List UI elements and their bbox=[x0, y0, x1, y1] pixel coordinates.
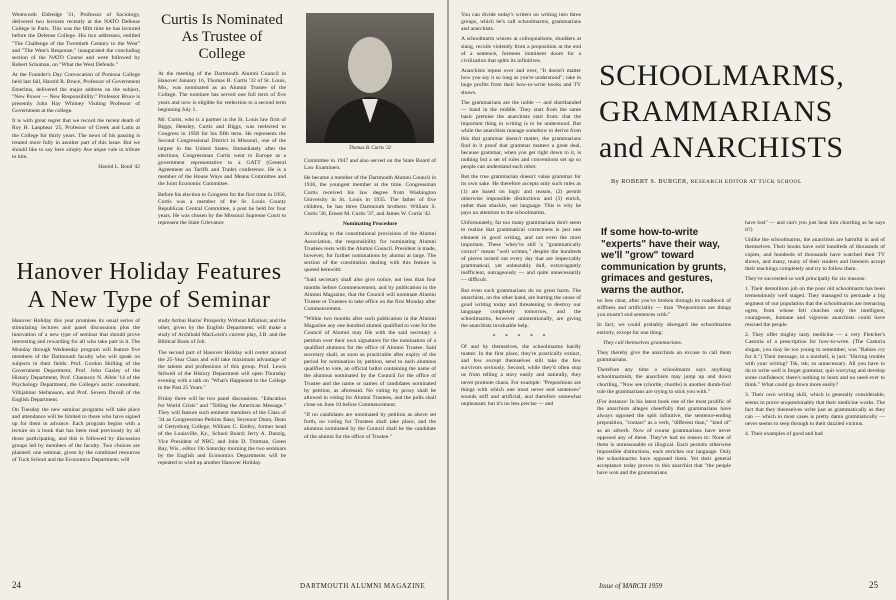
byline-role: RESEARCH EDITOR AT TUCK SCHOOL bbox=[690, 179, 802, 185]
essay-paragraph-21: 4. Their examples of good and bad bbox=[745, 431, 823, 438]
essay-paragraph-10: In fact, we could probably disregard the schoolmarms entirely, except for one thing: bbox=[597, 322, 731, 336]
essay-paragraph-2: A schoolmarm winces at colloquialisms, shudders at slang, recoils violently from a preposition at the end of a sentence, foresees imminent doom for a civilization that splits its infinitives. bbox=[461, 36, 581, 64]
essay-paragraph-8: Of and by themselves, the schoolmarms hardly matter. In the first place, they're practically extinct, and few except themselves still take the few survivors seriously. Second, while they'd often stop us from telling a story easily and naturally, they never promote chaos. For example: "Prepositions are things with which one must never end sentences" sounds stiff and artificial, and therefore somewhat unpleasant; but it's no less precise — and bbox=[461, 343, 581, 407]
hanover-column-1 bbox=[12, 318, 140, 568]
magazine-footer: DARTMOUTH ALUMNI MAGAZINE bbox=[300, 582, 426, 590]
hanover-paragraph-5: Friday there will be two panel discussions. "Education for World Crisis" and "Telling the American Message." They will feature such eminent members of the Class of '34 as Congressman Perkins Bass; Seymour Dunn, Dean of Gettysburg College; William C. Embry, former head of the Louisville, Ky., School Board; Jerry A. Danzig, Vice President of NBC; and John D. Trotman, Green Bay, Wis., editor. On Saturday morning the two seminars by the English and Economics Departments will be repeated to wind up another Hanover Holiday. bbox=[158, 395, 286, 466]
issue-footer: Issue of MARCH 1959 bbox=[599, 582, 663, 590]
left-page-number: 24 bbox=[12, 580, 21, 590]
nomination-column bbox=[304, 158, 436, 440]
faculty-note-1: Wentworth Eldredge '31, Professor of Sociology, delivered two lectures recently at the NATO Defense College in Paris. This was the fifth time he has lectured before the Defense College. His two addresses, entitled "The Challenge of the Twentieth Century to the West" and "The West's Response," inaugurated the concluding section of the NATO Course and were followed by Robert Schuman, on "What the West Defends." bbox=[12, 12, 140, 69]
curtis-paragraph-5: He became a member of the Dartmouth Alumni Council in 1936, the youngest member at the time. Congressman Curtis received his law degree from Washington University in St. Louis in 1935. The father of five children, he has three Dartmouth brothers: William S. Curtis '36, Ernest M. Curtis '37, and James W. Curtis '42. bbox=[304, 175, 436, 218]
hanover-paragraph-1: Hanover Holiday this year promises its usual series of stimulating lectures and panel discussions plus the innovation of a new type of seminar that should prove interesting and rewarding for all who take part in it. The Monday through Wednesday program will feature five members of the Dartmouth faculty who will speak on subjects in their fields: Prof. Gordon Skilling of the Government Department, Prof. John Gazley of the History Department, Prof. Chauncey N. Allen '14 of the Psychology Department, the College's arctic consultant, Vilhjalmur Stefansson, and Prof. Severn Duvall of the English Department. bbox=[12, 318, 140, 403]
right-page-number: 25 bbox=[869, 580, 878, 590]
section-break: * * * * * bbox=[492, 333, 550, 340]
essay-paragraph-15: have lost" — and can't you just hear him chortling as he says it?) bbox=[745, 220, 885, 234]
essay-paragraph-11: They call themselves grammarians. bbox=[603, 339, 683, 346]
essay-column-2 bbox=[597, 298, 731, 574]
faculty-note-2: At the Founder's Day Convocation of Pomona College held last fall, Harold R. Bruce, Professor of Government Emeritus, delivered the major address on the subject, "New Power — New Responsibility." Professor Bruce is presently John Hay Whitney Visiting Professor of Government at the college. bbox=[12, 72, 140, 115]
essay-paragraph-20: 3. Their own writing skill, which is generally considerable, seems to prove unquestionably that their medicine works. The fact that they themselves write just as grammatically as they can — which in most cases is pretty damn grammatically — never seems to seep through to their dazzled victims. bbox=[745, 392, 885, 428]
essay-paragraph-13: Therefore any time a schoolmarm says anything schoolmarmish, the anarchists may jump up and down chortling, "Now see (chortle, chortle) is another dumb-fool rule the grammarians are trying to stick you with." bbox=[597, 367, 731, 395]
curtis-portrait-photo bbox=[306, 13, 434, 143]
hanover-holiday-headline: Hanover Holiday Features A New Type of Seminar bbox=[16, 259, 282, 313]
essay-paragraph-6: Unfortunately, far too many grammarians don't seem to realize that grammatical correctness is just one element in good writing, and not even the most important. These 'whey've still 'a "grammatically correct" meant "well written," despite the hundreds of pieces turned out every day that are impeccably grammatical, yet unbearably dull, extravagantly inefficient, outrageously — and quite unnecessarily — difficult. bbox=[461, 220, 581, 284]
procedure-paragraph-3: "Within two months after such publication in the Alumni Magazine any one hundred alumni qualified to vote for the Council of Alumni may file with the said secretary a petition over their own signatures for the nomination of a qualified alumnus for the office of Alumni Trustee. Said secretary shall, as soon as practicable after expiry of the period for nomination by petition, send to each alumnus qualified to vote, an official ballot containing the name of the alumnus nominated by the Council for the office of Trustee and the name or names of candidates nominated by petition, as aforesaid. No voting by proxy shall be allowed in voting for Alumni Trustees, and the polls shall close on June 10 before Commencement. bbox=[304, 316, 436, 408]
essay-paragraph-7: But even such grammarians do no great harm. The anarchists, on the other hand, are hurting the cause of good writing today and threatening to destroy our language completely tomorrow, and the schoolmarms, however unintentionally, are giving the anarchists invaluable help. bbox=[461, 287, 581, 330]
hanover-paragraph-2: On Tuesday the new seminar programs will take place and attendance will be limited to those who have signed up for them in advance. Each program begins with a lecture on a book that has been read previously by all those participating, and this is followed by discussion groups led by members of the faculty. Two choices are planned: one seminar, given by the combined resources of Tuck School and the Economics Department, will bbox=[12, 406, 140, 463]
essay-column-1 bbox=[461, 12, 581, 572]
nominating-procedure-subhead: Nominating Procedure bbox=[342, 221, 398, 228]
curtis-headline: Curtis Is Nominated As Trustee of College bbox=[161, 12, 283, 62]
hanover-paragraph-4: The second part of Hanover Holiday will center around the 25-Year Class and will take maximum advantage of the talents and professions of this group. Prof. Lewis Stilwell of the History Department will open Thursday evening with a talk on "What's Happened to the College in the Past 25 Years." bbox=[158, 349, 286, 392]
essay-column-3 bbox=[745, 220, 885, 574]
hanover-paragraph-3: study Arthur Burns' Prosperity Without Inflation; and the other, given by the English Department, will make a study of Archibald MacLeish's current play, J.B. and the Biblical Book of Job. bbox=[158, 318, 286, 346]
pull-quote: If some how-to-write "experts" have their way, we'll "grow" toward communication by grunts, grimaces and gestures, warns the author. bbox=[601, 227, 727, 296]
byline-author: By ROBERT S. BURGER, bbox=[611, 178, 689, 185]
essay-paragraph-18: 1. Their demolition job on the poor old schoolmarm has been tremendously well staged. They managed to persuade a big segment of our population that the schoolmarms are menacing ogres, from whose fell clutches only the intelligent, courageous, humane and vigorous anarchists could have rescued the people. bbox=[745, 286, 885, 329]
essay-paragraph-5: But the true grammarian doesn't value grammar for its own sake. He therefore accepts only such rules as (1) are based on logic and reason, (2) permit otherwise impossible distinctions and (3) enrich, rather than shackle, our language. This is why he pays no attention to the schoolmarms. bbox=[461, 174, 581, 217]
procedure-paragraph-4: "If no candidates are nominated by petition as above set forth, no voting for Trustees shall take place, and the alumnus nominated by the Council shall be the candidate of the alumni for the office of Trustee." bbox=[304, 412, 436, 440]
author-signature: Harold L. Bond '42 bbox=[98, 164, 140, 171]
faculty-note-3: It is with great regret that we record the recent death of Roy H. Lanphear '25, Professor of Greek and Latin at the College for thirty years. The news of his passing is treated more fully in another part of this issue. But we should like to say here simply Ave atque vale in tribute to him. bbox=[12, 118, 140, 160]
essay-paragraph-14: (For instance: In his latest book one of the most prolific of the anarchists alleges cheerfully that grammarians have always opposed the split infinitive, the sentence-ending preposition, "contact" as a verb, "different than," "kind of" as an adverb. Now of course grammarians have never opposed any of these. They've had no reason to: None of them is unreasonable or illogical. Each permits otherwise impossible distinctions, each enriches our language. Only the schoolmarms have opposed them. Yet their general acceptance today proves to this anarchist that "the people have won and the grammarians bbox=[597, 398, 731, 477]
procedure-paragraph-2: "Said secretary shall also give notice, not less than four months before Commencement, and by publication in the Alumni Magazine, that the Council will nominate Alumni Trustee or Trustees to take office on the first Monday after Commencement. bbox=[304, 277, 436, 312]
essay-paragraph-12: They thereby give the anarchists an excuse to call them grammarians. bbox=[597, 349, 731, 364]
curtis-column bbox=[158, 12, 286, 252]
byline bbox=[611, 178, 891, 185]
essay-paragraph-9: no less clear, after you've broken through its roadblock of stiffness and artificiality — than "Prepositions are things you mustn't end sentences with." bbox=[597, 298, 731, 319]
faculty-notes-column bbox=[12, 12, 140, 252]
essay-paragraph-1: You can divide today's writers on writing into three groups, which let's call schoolmarms, grammarians and anarchists. bbox=[461, 12, 581, 33]
article-title: SCHOOLMARMS, GRAMMARIANS and ANARCHISTS bbox=[599, 59, 845, 164]
left-page bbox=[0, 0, 447, 600]
curtis-paragraph-2: Mr. Curtis, who is a partner in the St. Louis law firm of Biggs, Hensley, Curtis and Biggs, was reelected to Congress in 1958 for his fifth term. He represents the Second Congressional District in Missouri, one of the largest in the United States. Immediately after the elections, Congressman Curtis went to Europe as a government representative to a GATT (General Agreement on Tariffs and Trade) conference. He is a member of the House Ways and Means Committee and the Joint Economic Committee. bbox=[158, 116, 286, 188]
procedure-paragraph-1: According to the constitutional provisions of the Alumni Association, the responsibility for nominating Alumni Trustees rests with the Alumni Council. President is made, however, for further nominations by alumni at large. The section of the constitution dealing with this feature is quoted herewith: bbox=[304, 231, 436, 274]
portrait-silhouette-icon bbox=[306, 13, 434, 143]
essay-paragraph-3: Anarchists repeat over and over, "It doesn't matter how you say it so long as you're understood"; rake in huge profits from their how-to-write books and TV shows. bbox=[461, 68, 581, 96]
hanover-column-2 bbox=[158, 318, 286, 568]
photo-caption: Thomas B. Curtis '32 bbox=[348, 146, 392, 151]
essay-paragraph-17: They've succeeded so well principally for six reasons: bbox=[745, 276, 866, 283]
right-page bbox=[449, 0, 896, 600]
essay-paragraph-4: The grammarians are the noble — and shorthanded — band in the middle. They start from the same basic premise the anarchists start from: that the important thing in writing is to be understood. But while the anarchists manage somehow to derive from this that grammar doesn't matter, the grammarians find in it proof that grammar matters a great deal, because grammar, when you get right down to it, is nothing but a set of rules and conventions set up so people can understand each other. bbox=[461, 99, 581, 171]
essay-paragraph-16: Unlike the schoolmarms, the anarchists are harmful in and of themselves. Their books have sold hundreds of thousands of copies, and hundreds of thousands have watched their TV shows, and many, many of their readers and listeners accept their teachings completely and try to follow them. bbox=[745, 237, 885, 272]
curtis-paragraph-3: Before his election to Congress for the first time in 1950, Curtis was a member of the St. Louis County Republican Central Committee, a post he held for four years. He was chosen by the Missouri Supreme Court to represent the State Grievance bbox=[158, 191, 286, 227]
curtis-paragraph-4: Committee in 1947 and also served on the State Board of Law Examiners. bbox=[304, 158, 436, 172]
essay-paragraph-19: 2. They offer mighty tasty medicine — a very Fletcher's Castoria of a prescription for how-to-write. (The Castoria slogan, you may be too young to remember, was "Babies cry for it.") Their message, in a nutshell, is just: "Having trouble with your writing? Tsk, tsk; so unnecessary. All you have to do to write well is forget grammar, quit worrying and develop some confidence; there's nothing to learn and no need ever to think." What could go down more easily? bbox=[745, 332, 885, 389]
curtis-paragraph-1: At the meeting of the Dartmouth Alumni Council in Hanover January 16, Thomas B. Curtis '32 of St. Louis, Mo., was nominated as an Alumni Trustee of the College. The nominee has served one full term of five years and now is eligible for reelection to a second term beginning July 1. bbox=[158, 71, 286, 113]
